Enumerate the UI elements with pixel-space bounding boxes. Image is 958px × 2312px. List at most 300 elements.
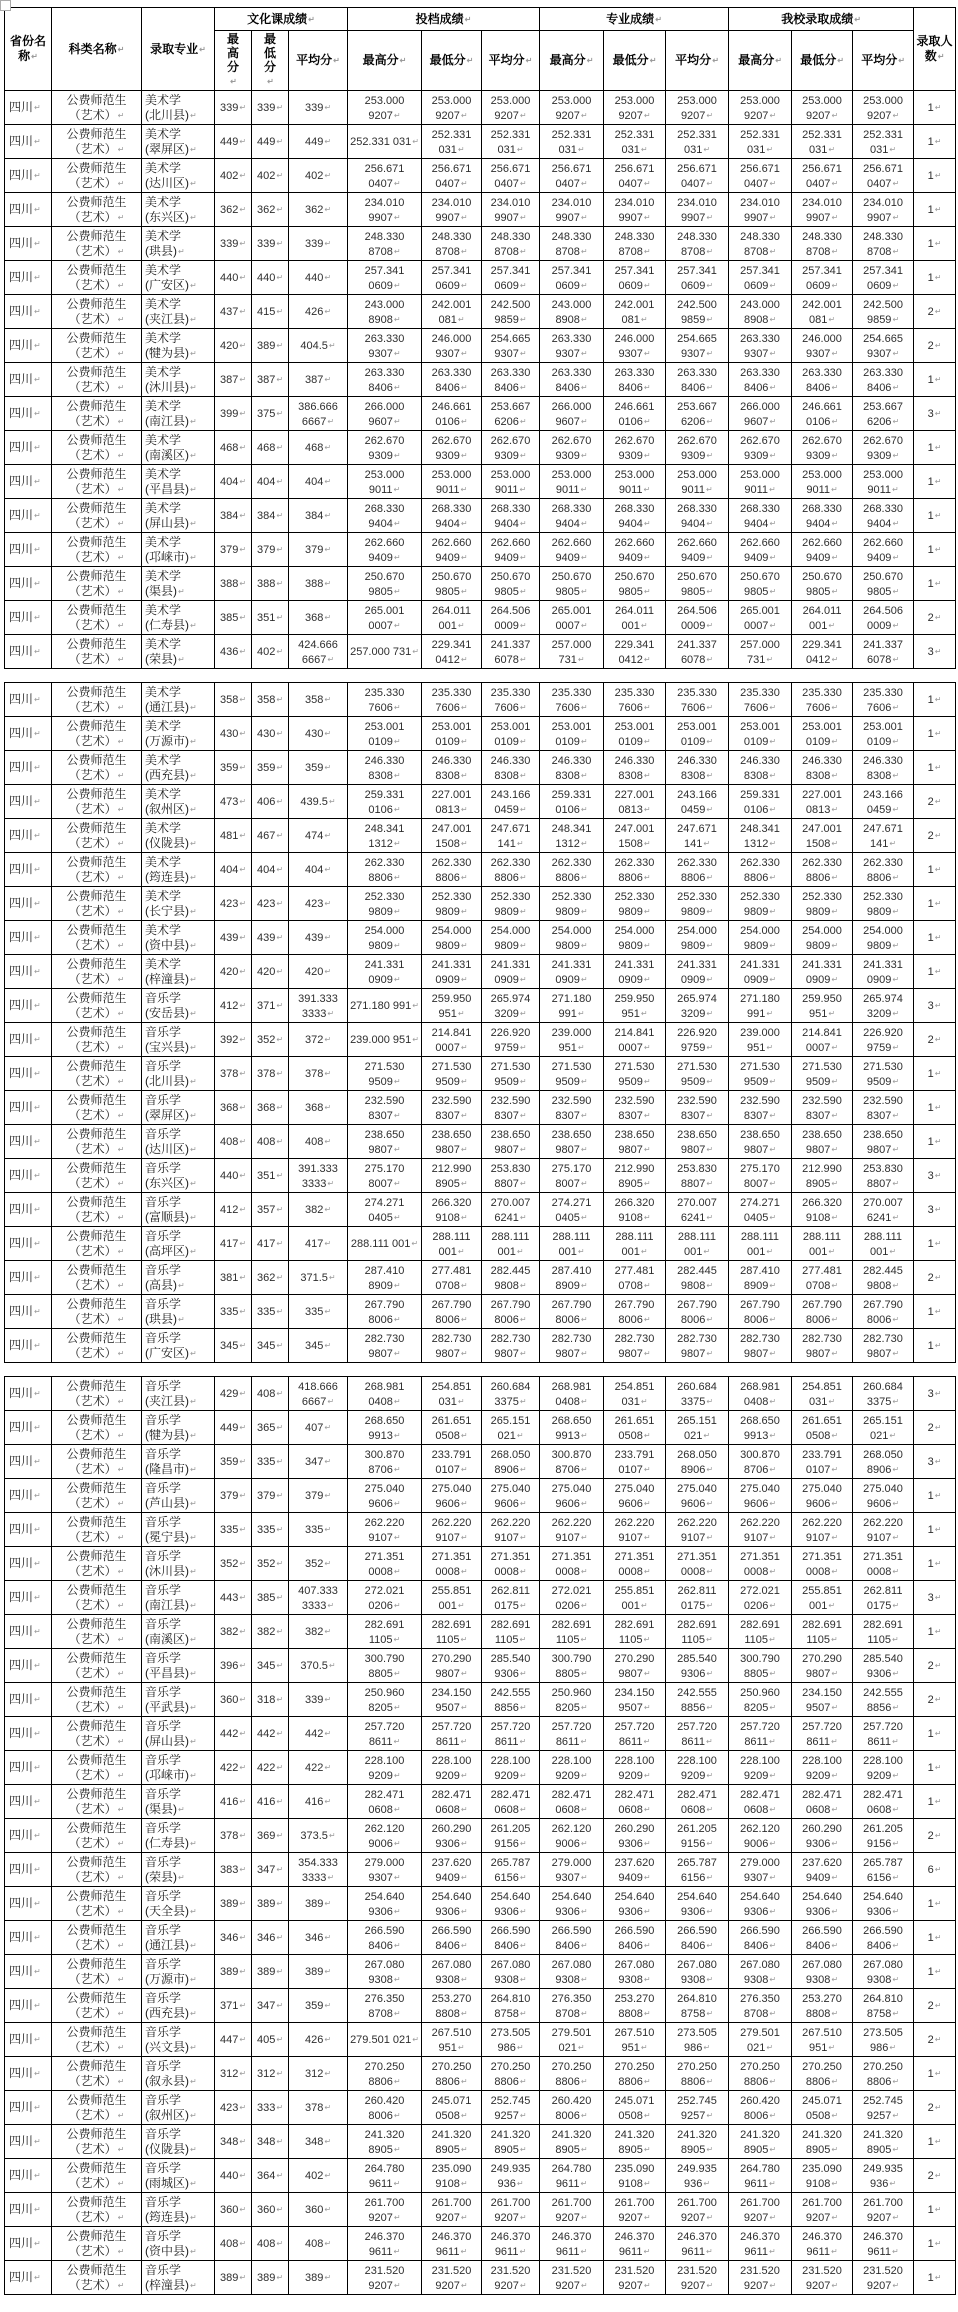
- culture-avg-cell: 378 ↵: [305, 2102, 331, 2114]
- table-row: [5, 1819, 956, 1853]
- zhuanye-max-cell: 241.331 0909 ↵: [552, 959, 592, 986]
- culture-avg-cell: 404 ↵: [305, 864, 331, 876]
- woxiao-avg-cell: 242.555 8856 ↵: [863, 1687, 903, 1714]
- province-cell: 四川 ↵: [9, 1202, 41, 1216]
- header-toudang-avg: 平均分 ↵: [482, 31, 540, 91]
- toudang-avg-cell: 262.811 0175 ↵: [491, 1585, 530, 1612]
- zhuanye-avg-cell: 261.700 9207 ↵: [677, 2197, 717, 2224]
- count-cell: 1 ↵: [928, 1898, 942, 1910]
- major-name: 音乐学: [145, 1058, 182, 1073]
- woxiao-avg-cell: 262.811 0175 ↵: [864, 1585, 903, 1612]
- category-cell: 公费师范生（艺术） ↵: [64, 1093, 130, 1123]
- category-cell: 公费师范生（艺术） ↵: [64, 2229, 130, 2259]
- zhuanye-max-cell: 257.341 0609 ↵: [552, 265, 592, 292]
- province-cell: 四川 ↵: [9, 372, 41, 386]
- table-row: [5, 227, 956, 261]
- woxiao-avg-cell: 235.330 7606 ↵: [863, 687, 903, 714]
- zhuanye-avg-cell: 288.111 001 ↵: [678, 1231, 716, 1258]
- province-cell: 四川 ↵: [9, 1454, 41, 1468]
- zhuanye-max-cell: 248.330 8708 ↵: [552, 231, 592, 258]
- zhuanye-avg-cell: 263.330 8406 ↵: [677, 367, 717, 394]
- zhuanye-avg-cell: 257.341 0609 ↵: [677, 265, 717, 292]
- table-row: [5, 717, 956, 751]
- major-cell: [142, 2057, 215, 2091]
- table-row: [5, 683, 956, 717]
- major-name: 美术学: [145, 398, 182, 413]
- major-region: (南溪区) ↵: [145, 448, 212, 463]
- toudang-max-cell: 254.000 9809 ↵: [365, 925, 405, 952]
- toudang-min-cell: 282.471 0608 ↵: [432, 1789, 472, 1816]
- zhuanye-min-cell: 245.071 0508 ↵: [615, 2095, 655, 2122]
- culture-max-cell: 387 ↵: [220, 374, 246, 386]
- culture-avg-cell: 402 ↵: [305, 2170, 331, 2182]
- culture-avg-cell: 382 ↵: [305, 1204, 331, 1216]
- major-name: 音乐学: [145, 1446, 182, 1461]
- count-cell: 3 ↵: [928, 1000, 942, 1012]
- culture-avg-cell: 388 ↵: [305, 578, 331, 590]
- major-region: (平昌县) ↵: [145, 1666, 212, 1681]
- count-cell: 2 ↵: [928, 1660, 942, 1672]
- count-cell: 1 ↵: [928, 374, 942, 386]
- toudang-max-cell: 262.670 9309 ↵: [365, 435, 405, 462]
- table-row: [5, 1193, 956, 1227]
- culture-avg-cell: 439.5 ↵: [300, 796, 335, 808]
- major-name: 美术学: [145, 854, 182, 869]
- woxiao-min-cell: 256.671 0407 ↵: [802, 163, 842, 190]
- woxiao-min-cell: 267.790 8006 ↵: [802, 1299, 842, 1326]
- culture-min-cell: 360 ↵: [257, 2204, 283, 2216]
- woxiao-max-cell: 256.671 0407 ↵: [740, 163, 780, 190]
- woxiao-avg-cell: 226.920 9759 ↵: [863, 1027, 903, 1054]
- table-row: [5, 1227, 956, 1261]
- woxiao-avg-cell: 252.745 9257 ↵: [863, 2095, 903, 2122]
- woxiao-max-cell: 252.331 031 ↵: [740, 129, 780, 156]
- province-cell: 四川 ↵: [9, 1658, 41, 1672]
- major-name: 美术学: [145, 228, 182, 243]
- woxiao-avg-cell: 253.000 9011 ↵: [863, 469, 903, 496]
- zhuanye-avg-cell: 268.050 8906 ↵: [677, 1449, 717, 1476]
- province-cell: 四川 ↵: [9, 692, 41, 706]
- toudang-min-cell: 247.001 1508 ↵: [432, 823, 472, 850]
- culture-avg-cell: 408 ↵: [305, 1136, 331, 1148]
- zhuanye-min-cell: 271.530 9509 ↵: [615, 1061, 655, 1088]
- zhuanye-max-cell: 282.691 1105 ↵: [552, 1619, 592, 1646]
- toudang-avg-cell: 246.370 9611 ↵: [491, 2231, 531, 2258]
- major-region: (广安区) ↵: [145, 278, 212, 293]
- major-region: (梓潼县) ↵: [145, 972, 212, 987]
- zhuanye-max-cell: 275.040 9606 ↵: [552, 1483, 592, 1510]
- zhuanye-max-cell: 282.471 0608 ↵: [552, 1789, 592, 1816]
- zhuanye-max-cell: 261.700 9207 ↵: [552, 2197, 592, 2224]
- major-name: 音乐学: [145, 1296, 182, 1311]
- major-name: 音乐学: [145, 1956, 182, 1971]
- major-region: (荣县) ↵: [145, 1870, 212, 1885]
- woxiao-avg-cell: 267.080 9308 ↵: [863, 1959, 903, 1986]
- category-cell: 公费师范生（艺术） ↵: [64, 1991, 130, 2021]
- woxiao-avg-cell: 254.000 9809 ↵: [863, 925, 903, 952]
- province-cell: 四川 ↵: [9, 862, 41, 876]
- woxiao-max-cell: 241.320 8905 ↵: [740, 2129, 780, 2156]
- culture-min-cell: 368 ↵: [257, 1102, 283, 1114]
- major-name: 美术学: [145, 718, 182, 733]
- table-row: [5, 329, 956, 363]
- woxiao-min-cell: 257.720 8611 ↵: [802, 1721, 842, 1748]
- major-name: 音乐学: [145, 1092, 182, 1107]
- major-cell: [142, 2193, 215, 2227]
- toudang-max-cell: 275.170 8007 ↵: [365, 1163, 405, 1190]
- zhuanye-max-cell: 274.271 0405 ↵: [552, 1197, 592, 1224]
- province-cell: 四川 ↵: [9, 2032, 41, 2046]
- count-cell: 1 ↵: [928, 544, 942, 556]
- woxiao-avg-cell: 257.720 8611 ↵: [863, 1721, 903, 1748]
- toudang-min-cell: 262.330 8806 ↵: [432, 857, 472, 884]
- zhuanye-max-cell: 262.660 9409 ↵: [552, 537, 592, 564]
- woxiao-min-cell: 234.010 9907 ↵: [802, 197, 842, 224]
- major-region: (南江县) ↵: [145, 414, 212, 429]
- culture-min-cell: 364 ↵: [257, 2170, 283, 2182]
- category-cell: 公费师范生（艺术） ↵: [64, 1331, 130, 1361]
- culture-max-cell: 440 ↵: [220, 272, 246, 284]
- culture-max-cell: 335 ↵: [220, 1524, 246, 1536]
- category-cell: 公费师范生（艺术） ↵: [64, 195, 130, 225]
- category-cell: 公费师范生（艺术） ↵: [64, 1855, 130, 1885]
- header-culture-avg: 平均分 ↵: [289, 31, 348, 91]
- major-name: 音乐学: [145, 2126, 182, 2141]
- province-cell: 四川 ↵: [9, 1338, 41, 1352]
- count-cell: 1 ↵: [928, 204, 942, 216]
- culture-avg-cell: 391.333 3333 ↵: [298, 1163, 338, 1190]
- zhuanye-min-cell: 229.341 0412 ↵: [615, 639, 655, 666]
- major-region: (叙州区) ↵: [145, 2108, 212, 2123]
- toudang-avg-cell: 242.555 8856 ↵: [491, 1687, 531, 1714]
- table-row: [5, 1887, 956, 1921]
- count-cell: 3 ↵: [928, 1170, 942, 1182]
- woxiao-min-cell: 253.270 8808 ↵: [802, 1993, 842, 2020]
- woxiao-min-cell: 267.080 9308 ↵: [802, 1959, 842, 1986]
- category-cell: 公费师范生（艺术） ↵: [64, 535, 130, 565]
- culture-avg-cell: 389 ↵: [305, 2272, 331, 2284]
- woxiao-avg-cell: 265.787 6156 ↵: [863, 1857, 903, 1884]
- woxiao-max-cell: 254.640 9306 ↵: [740, 1891, 780, 1918]
- toudang-min-cell: 234.010 9907 ↵: [432, 197, 472, 224]
- header-zhuanye-max: 最高分 ↵: [540, 31, 604, 91]
- major-name: 音乐学: [145, 1888, 182, 1903]
- zhuanye-avg-cell: 262.811 0175 ↵: [678, 1585, 717, 1612]
- province-cell: 四川 ↵: [9, 100, 41, 114]
- category-cell: 公费师范生（艺术） ↵: [64, 1889, 130, 1919]
- woxiao-max-cell: 239.000 951 ↵: [740, 1027, 780, 1054]
- province-cell: 四川 ↵: [9, 168, 41, 182]
- table-row: [5, 1547, 956, 1581]
- culture-avg-cell: 384 ↵: [305, 510, 331, 522]
- woxiao-min-cell: 212.990 8905 ↵: [802, 1163, 842, 1190]
- major-cell: [142, 1193, 215, 1227]
- culture-max-cell: 360 ↵: [220, 1694, 246, 1706]
- major-region: (渠县) ↵: [145, 1802, 212, 1817]
- count-cell: 1 ↵: [928, 1238, 942, 1250]
- toudang-avg-cell: 246.330 8308 ↵: [491, 755, 531, 782]
- woxiao-avg-cell: 282.471 0608 ↵: [863, 1789, 903, 1816]
- count-cell: 1 ↵: [928, 898, 942, 910]
- culture-avg-cell: 468 ↵: [305, 442, 331, 454]
- major-cell: [142, 397, 215, 431]
- count-cell: 2 ↵: [928, 340, 942, 352]
- zhuanye-max-cell: 275.170 8007 ↵: [552, 1163, 592, 1190]
- category-cell: 公费师范生（艺术） ↵: [64, 1263, 130, 1293]
- table-row: [5, 1023, 956, 1057]
- zhuanye-min-cell: 246.661 0106 ↵: [615, 401, 655, 428]
- toudang-max-cell: 231.520 9207 ↵: [365, 2265, 405, 2292]
- culture-avg-cell: 440 ↵: [305, 272, 331, 284]
- zhuanye-avg-cell: 228.100 9209 ↵: [677, 1755, 717, 1782]
- zhuanye-min-cell: 228.100 9209 ↵: [615, 1755, 655, 1782]
- table-row: [5, 1955, 956, 1989]
- toudang-max-cell: 274.271 0405 ↵: [365, 1197, 405, 1224]
- major-region: (东兴区) ↵: [145, 210, 212, 225]
- major-name: 美术学: [145, 602, 182, 617]
- zhuanye-min-cell: 256.671 0407 ↵: [615, 163, 655, 190]
- category-cell: 公费师范生（艺术） ↵: [64, 1127, 130, 1157]
- zhuanye-max-cell: 252.330 9809 ↵: [552, 891, 592, 918]
- woxiao-avg-cell: 241.337 6078 ↵: [863, 639, 903, 666]
- province-cell: 四川 ↵: [9, 1794, 41, 1808]
- zhuanye-min-cell: 253.000 9207 ↵: [615, 95, 655, 122]
- count-cell: 1 ↵: [928, 932, 942, 944]
- culture-avg-cell: 424.666 6667 ↵: [298, 639, 338, 666]
- woxiao-avg-cell: 261.205 9156 ↵: [863, 1823, 903, 1850]
- major-name: 音乐学: [145, 990, 182, 1005]
- major-region: (沐川县) ↵: [145, 380, 212, 395]
- woxiao-max-cell: 259.331 0106 ↵: [740, 789, 780, 816]
- major-cell: [142, 955, 215, 989]
- toudang-min-cell: 246.661 0106 ↵: [432, 401, 472, 428]
- woxiao-min-cell: 234.150 9507 ↵: [802, 1687, 842, 1714]
- culture-avg-cell: 379 ↵: [305, 1490, 331, 1502]
- culture-min-cell: 378 ↵: [257, 1068, 283, 1080]
- major-name: 美术学: [145, 786, 182, 801]
- major-cell: [142, 261, 215, 295]
- major-region: (万源市) ↵: [145, 734, 212, 749]
- table-row: [5, 431, 956, 465]
- zhuanye-min-cell: 267.080 9308 ↵: [615, 1959, 655, 1986]
- zhuanye-avg-cell: 231.520 9207 ↵: [677, 2265, 717, 2292]
- zhuanye-max-cell: 268.981 0408 ↵: [552, 1381, 592, 1408]
- major-cell: [142, 465, 215, 499]
- toudang-min-cell: 248.330 8708 ↵: [432, 231, 472, 258]
- zhuanye-max-cell: 238.650 9807 ↵: [552, 1129, 592, 1156]
- zhuanye-avg-cell: 262.220 9107 ↵: [677, 1517, 717, 1544]
- toudang-max-cell: 228.100 9209 ↵: [365, 1755, 405, 1782]
- table-row: [5, 1751, 956, 1785]
- zhuanye-min-cell: 238.650 9807 ↵: [615, 1129, 655, 1156]
- major-cell: [142, 1261, 215, 1295]
- culture-avg-cell: 345 ↵: [305, 1340, 331, 1352]
- culture-min-cell: 346 ↵: [257, 1932, 283, 1944]
- major-name: 音乐学: [145, 1378, 182, 1393]
- zhuanye-min-cell: 257.720 8611 ↵: [615, 1721, 655, 1748]
- woxiao-min-cell: 232.590 8307 ↵: [802, 1095, 842, 1122]
- province-cell: 四川 ↵: [9, 1066, 41, 1080]
- zhuanye-max-cell: 267.790 8006 ↵: [552, 1299, 592, 1326]
- count-cell: 2 ↵: [928, 830, 942, 842]
- major-region: (叙永县) ↵: [145, 2074, 212, 2089]
- zhuanye-max-cell: 254.640 9306 ↵: [552, 1891, 592, 1918]
- woxiao-avg-cell: 271.351 0008 ↵: [863, 1551, 903, 1578]
- count-cell: 2 ↵: [928, 1422, 942, 1434]
- major-region: (邛崃市) ↵: [145, 1768, 212, 1783]
- woxiao-max-cell: 263.330 9307 ↵: [740, 333, 780, 360]
- table-row: [5, 2091, 956, 2125]
- culture-min-cell: 405 ↵: [257, 2034, 283, 2046]
- woxiao-avg-cell: 231.520 9207 ↵: [863, 2265, 903, 2292]
- culture-min-cell: 404 ↵: [257, 476, 283, 488]
- culture-max-cell: 420 ↵: [220, 966, 246, 978]
- toudang-min-cell: 263.330 8406 ↵: [432, 367, 472, 394]
- toudang-avg-cell: 261.700 9207 ↵: [491, 2197, 531, 2224]
- province-cell: 四川 ↵: [9, 2236, 41, 2250]
- toudang-max-cell: 276.350 8708 ↵: [365, 1993, 405, 2020]
- zhuanye-max-cell: 266.000 9607 ↵: [552, 401, 592, 428]
- toudang-min-cell: 254.640 9306 ↵: [432, 1891, 472, 1918]
- table-row: [5, 751, 956, 785]
- table-row: [5, 1649, 956, 1683]
- header-category: 科类名称 ↵: [52, 8, 142, 91]
- category-cell: 公费师范生（艺术） ↵: [64, 1229, 130, 1259]
- woxiao-avg-cell: 253.667 6206 ↵: [863, 401, 903, 428]
- table-row: [5, 1785, 956, 1819]
- woxiao-max-cell: 257.341 0609 ↵: [740, 265, 780, 292]
- culture-avg-cell: 339 ↵: [305, 238, 331, 250]
- header-count: 录取人数 ↵: [914, 8, 956, 91]
- toudang-min-cell: 238.650 9807 ↵: [432, 1129, 472, 1156]
- culture-max-cell: 346 ↵: [220, 1932, 246, 1944]
- toudang-avg-cell: 260.684 3375 ↵: [491, 1381, 531, 1408]
- woxiao-avg-cell: 253.830 8807 ↵: [863, 1163, 903, 1190]
- major-region: (夹江县) ↵: [145, 312, 212, 327]
- major-region: (荣县) ↵: [145, 652, 212, 667]
- woxiao-min-cell: 233.791 0107 ↵: [802, 1449, 842, 1476]
- woxiao-max-cell: 267.080 9308 ↵: [740, 1959, 780, 1986]
- zhuanye-avg-cell: 253.000 9207 ↵: [677, 95, 717, 122]
- zhuanye-min-cell: 271.351 0008 ↵: [615, 1551, 655, 1578]
- culture-max-cell: 412 ↵: [220, 1000, 246, 1012]
- woxiao-max-cell: 238.650 9807 ↵: [740, 1129, 780, 1156]
- zhuanye-avg-cell: 282.471 0608 ↵: [677, 1789, 717, 1816]
- zhuanye-avg-cell: 264.506 0009 ↵: [677, 605, 717, 632]
- culture-avg-cell: 359 ↵: [305, 762, 331, 774]
- culture-min-cell: 352 ↵: [257, 1558, 283, 1570]
- culture-min-cell: 423 ↵: [257, 898, 283, 910]
- toudang-avg-cell: 252.331 031 ↵: [491, 129, 531, 156]
- major-cell: [142, 2159, 215, 2193]
- woxiao-max-cell: 253.001 0109 ↵: [740, 721, 780, 748]
- woxiao-min-cell: 214.841 0007 ↵: [802, 1027, 842, 1054]
- zhuanye-max-cell: 262.330 8806 ↵: [552, 857, 592, 884]
- culture-avg-cell: 416 ↵: [305, 1796, 331, 1808]
- culture-avg-cell: 373.5 ↵: [300, 1830, 335, 1842]
- zhuanye-avg-cell: 282.445 9808 ↵: [677, 1265, 717, 1292]
- zhuanye-max-cell: 253.000 9207 ↵: [552, 95, 592, 122]
- zhuanye-min-cell: 260.290 9306 ↵: [615, 1823, 655, 1850]
- culture-min-cell: 347 ↵: [257, 1864, 283, 1876]
- woxiao-min-cell: 231.520 9207 ↵: [802, 2265, 842, 2292]
- count-cell: 3 ↵: [928, 1592, 942, 1604]
- province-cell: 四川 ↵: [9, 2202, 41, 2216]
- zhuanye-avg-cell: 253.667 6206 ↵: [677, 401, 717, 428]
- zhuanye-max-cell: 300.790 8805 ↵: [552, 1653, 592, 1680]
- toudang-avg-cell: 262.670 9309 ↵: [491, 435, 531, 462]
- toudang-max-cell: 256.671 0407 ↵: [365, 163, 405, 190]
- culture-max-cell: 404 ↵: [220, 864, 246, 876]
- woxiao-avg-cell: 266.590 8406 ↵: [863, 1925, 903, 1952]
- category-cell: 公费师范生（艺术） ↵: [64, 433, 130, 463]
- major-cell: [142, 1125, 215, 1159]
- category-cell: 公费师范生（艺术） ↵: [64, 991, 130, 1021]
- major-name: 音乐学: [145, 1126, 182, 1141]
- header-toudang-max: 最高分 ↵: [348, 31, 422, 91]
- major-cell: [142, 1649, 215, 1683]
- toudang-avg-cell: 252.745 9257 ↵: [491, 2095, 531, 2122]
- culture-max-cell: 389 ↵: [220, 1966, 246, 1978]
- woxiao-min-cell: 246.370 9611 ↵: [802, 2231, 842, 2258]
- major-cell: [142, 125, 215, 159]
- major-name: 音乐学: [145, 1228, 182, 1243]
- major-region: (达川区) ↵: [145, 176, 212, 191]
- major-region: (屏山县) ↵: [145, 516, 212, 531]
- zhuanye-avg-cell: 241.320 8905 ↵: [677, 2129, 717, 2156]
- zhuanye-avg-cell: 262.330 8806 ↵: [677, 857, 717, 884]
- woxiao-max-cell: 268.330 9404 ↵: [740, 503, 780, 530]
- woxiao-min-cell: 254.640 9306 ↵: [802, 1891, 842, 1918]
- province-cell: 四川 ↵: [9, 760, 41, 774]
- zhuanye-avg-cell: 261.205 9156 ↵: [677, 1823, 717, 1850]
- header-culture-min: 最低分 ↵: [252, 31, 289, 91]
- table-row: [5, 1159, 956, 1193]
- count-cell: 2 ↵: [928, 796, 942, 808]
- toudang-avg-cell: 270.250 8806 ↵: [491, 2061, 531, 2088]
- culture-min-cell: 468 ↵: [257, 442, 283, 454]
- count-cell: 1 ↵: [928, 476, 942, 488]
- woxiao-min-cell: 262.660 9409 ↵: [802, 537, 842, 564]
- toudang-max-cell: 241.331 0909 ↵: [365, 959, 405, 986]
- major-region: (长宁县) ↵: [145, 904, 212, 919]
- major-name: 美术学: [145, 820, 182, 835]
- woxiao-min-cell: 264.011 001 ↵: [803, 605, 842, 632]
- toudang-avg-cell: 285.540 9306 ↵: [491, 1653, 531, 1680]
- table-row: [5, 2227, 956, 2261]
- culture-max-cell: 371 ↵: [220, 2000, 246, 2012]
- toudang-min-cell: 253.001 0109 ↵: [432, 721, 472, 748]
- zhuanye-min-cell: 259.950 951 ↵: [615, 993, 655, 1020]
- major-cell: [142, 499, 215, 533]
- culture-min-cell: 408 ↵: [257, 1136, 283, 1148]
- toudang-max-cell: 262.330 8806 ↵: [365, 857, 405, 884]
- major-name: 音乐学: [145, 1616, 182, 1631]
- toudang-max-cell: 267.790 8006 ↵: [365, 1299, 405, 1326]
- toudang-avg-cell: 288.111 001 ↵: [491, 1231, 529, 1258]
- woxiao-min-cell: 241.320 8905 ↵: [802, 2129, 842, 2156]
- category-cell: 公费师范生（艺术） ↵: [64, 1515, 130, 1545]
- culture-max-cell: 335 ↵: [220, 1306, 246, 1318]
- major-region: (梓潼县) ↵: [145, 2278, 212, 2293]
- zhuanye-avg-cell: 246.370 9611 ↵: [677, 2231, 717, 2258]
- culture-max-cell: 396 ↵: [220, 1660, 246, 1672]
- zhuanye-min-cell: 277.481 0708 ↵: [615, 1265, 655, 1292]
- major-cell: [142, 683, 215, 717]
- category-cell: 公费师范生（艺术） ↵: [64, 1617, 130, 1647]
- major-region: (夹江县) ↵: [145, 1394, 212, 1409]
- zhuanye-avg-cell: 243.166 0459 ↵: [677, 789, 717, 816]
